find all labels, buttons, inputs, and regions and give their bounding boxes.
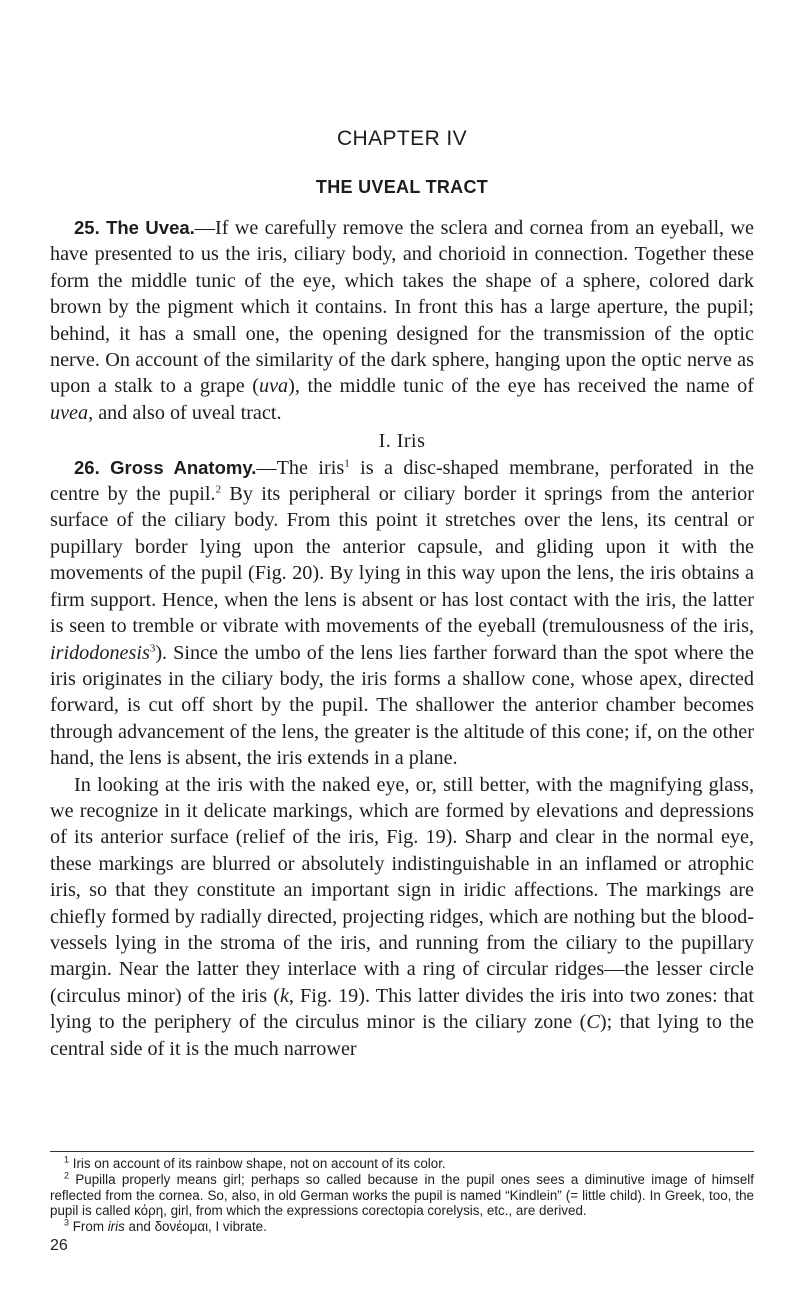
footnote-text: From xyxy=(69,1219,108,1235)
footnote-2 xyxy=(50,1172,754,1219)
paragraph-text: is a disc-shaped membrane, perforated in the centre by the pupil. xyxy=(50,456,755,506)
page-number: 26 xyxy=(50,1237,68,1254)
footnote-1 xyxy=(50,1156,754,1172)
body-text xyxy=(50,215,754,1062)
paragraph-text: —The iris xyxy=(256,456,345,479)
section-heading-iris: I. Iris xyxy=(378,430,426,453)
term-c: C xyxy=(586,1011,600,1034)
footnote-text: Pupilla properly means girl; perhaps so called because in the pupil ones sees a diminutive image of himself reflected from the cornea. So, also, in old German works the pupil is named “Kindlein” (= little child). In Greek, too, the pupil is called κόρη, girl, from which the expressions corectopia corelysis, etc., are derived. xyxy=(50,1171,754,1219)
paragraph-text: , Fig. 19). This latter divides the iris into two zones: that lying to the periphery of the circulus minor is the ciliary zone ( xyxy=(50,984,754,1034)
footnote-3 xyxy=(50,1219,754,1235)
term-k: k xyxy=(279,984,289,1007)
paragraph-26 xyxy=(50,455,754,772)
paragraph-text: ); that lying to the central side of it is the much narrower xyxy=(50,1011,755,1060)
footnote-ref-3[interactable]: 3 xyxy=(149,641,156,654)
chapter-label: CHAPTER IV xyxy=(336,127,468,150)
paragraph-heading: Gross Anatomy. xyxy=(110,456,257,478)
chapter-title: THE UVEAL TRACT xyxy=(315,177,489,197)
footnote-text: and δονέομαι, I vibrate. xyxy=(124,1219,267,1235)
footnote-text: Iris on account of its rainbow shape, not on account of its color. xyxy=(69,1156,446,1171)
paragraph-text: In looking at the iris with the naked eye, or, still better, with the magnifying glass, we recognize in it delicate markings, which are formed by elevations and depressions of its anterior surface (relief of the iris, Fig. 19). Sharp and clear in the normal eye, these markings are blurred or absolutely indistinguishable in an inflamed or atrophic iris, so that they constitute an important sign in iridic affections. The markings are chiefly formed by radially directed, projecting ridges, which are nothing but the blood-vessels lying in the stroma of the iris, and running from the ciliary to the pupillary margin. Near the latter they interlace with a ring of circular ridges—the lesser circle (circulus minor) of the iris ( xyxy=(50,773,754,1007)
footnote-divider xyxy=(50,1151,754,1152)
paragraph-text: and also of uveal tract. xyxy=(93,401,282,424)
paragraph-text: ). Since the umbo of the lens lies farther forward than the spot where the iris originates in the ciliary body, the iris forms a shallow cone, whose apex, directed forward, is cut off short by the pupil. The shallower the anterior chamber becomes through advancement of the lens, the greater is the altitude of this cone; if, on the other hand, the lens is absent, the iris extends in a plane. xyxy=(50,641,754,770)
footnote-mark: 2 xyxy=(64,1170,70,1181)
footnote-mark: 1 xyxy=(64,1154,70,1165)
footnotes xyxy=(50,1156,754,1235)
footnote-ref-2[interactable]: 2 xyxy=(215,483,222,496)
term-uva: uva xyxy=(258,375,289,398)
paragraph-text: —If we carefully remove the sclera and cornea from an eyeball, we have presented to us the iris, ciliary body, and chorioid in connection. Together these form the middle tunic of the eye, which takes the shape of a sphere, colored dark brown by the pigment which it contains. In front this has a large aperture, the pupil; behind, it has a small one, the opening designed for the transmission of the optic nerve. On account of the similarity of the dark sphere, hanging upon the optic nerve as upon a stalk to a grape ( xyxy=(50,217,754,398)
term-iris: iris xyxy=(107,1219,125,1235)
paragraph-text: ), the middle tunic of the eye has received the name of xyxy=(288,375,754,398)
paragraph-text: By its peripheral or ciliary border it springs from the anterior surface of the ciliary body. From this point it stretches over the lens, its central or pupillary border lying upon the anterior capsule, and gliding upon it with the movements of the pupil (Fig. 20). By lying in this way upon the lens, the iris obtains a firm support. Hence, when the lens is absent or has lost contact with the iris, the latter is seen to tremble or vibrate with movements of the eyeball (tremulousness of the iris, xyxy=(50,483,754,638)
paragraph-heading: The Uvea. xyxy=(106,217,195,238)
footnote-mark: 3 xyxy=(64,1217,70,1228)
paragraph-number: 25. xyxy=(74,217,100,238)
footnote-ref-1[interactable]: 1 xyxy=(344,456,350,469)
term-uvea: uvea, xyxy=(50,401,94,424)
paragraph-number: 26. xyxy=(74,456,100,478)
paragraph-25 xyxy=(50,215,754,426)
term-iridodonesis: iridodonesis xyxy=(50,641,150,664)
paragraph-26-continued xyxy=(50,772,754,1062)
